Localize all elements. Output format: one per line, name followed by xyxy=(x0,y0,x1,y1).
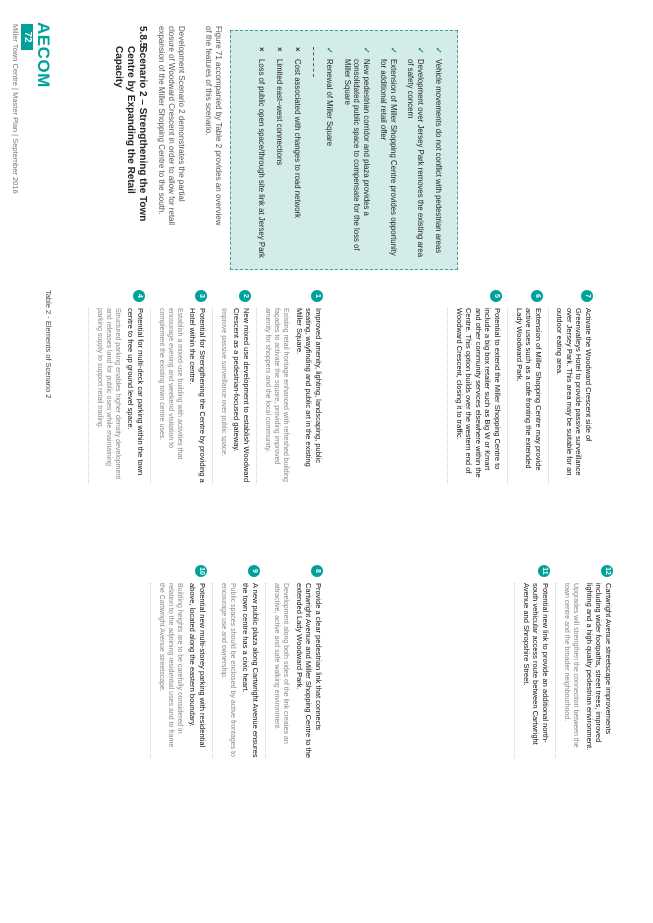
check-icon: ✓ xyxy=(325,47,334,54)
row-divider xyxy=(548,308,549,483)
item-description: Existing retail frontage enhanced with refreshed building façades to activate the square, providing improved amenity for shoppers and the local community. xyxy=(264,308,289,482)
check-icon: ✓ xyxy=(362,47,371,54)
item-number-badge: 5 xyxy=(490,290,502,302)
row-divider xyxy=(265,583,266,758)
item-number-badge: 4 xyxy=(133,290,145,302)
row-divider xyxy=(150,308,151,483)
item-heading: New mixed use development to establish Woodward Crescent as a pedestrian-focused gateway. xyxy=(232,308,251,483)
aecom-logo: AECOM xyxy=(34,22,53,88)
row-divider xyxy=(256,308,257,483)
item-number-badge: 8 xyxy=(311,565,323,577)
row-divider xyxy=(212,583,213,758)
item-heading: Extension of Miller Shopping Centre may provide active uses such as a cafe fronting the extended Lady Woodward Park. xyxy=(515,308,543,471)
item-heading: Provide a clear pedestrian link that connects Cartwright Avenue and Miller Shopping Centre to the extended Lady Woodward Park. xyxy=(295,583,323,758)
item-description: Improve passive surveillance over public space. xyxy=(220,308,227,457)
row-divider xyxy=(514,583,515,758)
row-divider xyxy=(447,308,448,483)
item-number-badge: 12 xyxy=(601,565,613,577)
row-divider xyxy=(555,583,556,758)
item-heading: A new public plaza along Cartwright Avenue ensures the town centre has a civic heart. xyxy=(241,583,260,758)
con-item-text: Limited east–west connections xyxy=(275,59,284,166)
intro-paragraph: Development Scenario 2 demonstrates the partial closure of Woodward Crescent in order to allow for retail expansion of the Miller Shopping Centre to the south. xyxy=(157,26,186,226)
row-divider xyxy=(212,308,213,483)
item-heading: Activate the Woodward Crescent side of Greenvalleys Hotel to provide passive surveillance over Jersey Park. This area may be suitable for an outdoor eating area. xyxy=(555,308,593,476)
check-icon: ✓ xyxy=(389,47,398,54)
section-number: 5.8.5 xyxy=(137,26,148,49)
row-divider xyxy=(150,583,151,758)
callout-divider xyxy=(313,47,314,77)
item-heading: Potential to extend the Miller Shopping Centre to include a big box retailer such as Big W or Kmart and other community services elsewhere within the Centre. This option builds over the western end of Woodward Crescent, closing it to traffic. xyxy=(455,308,502,478)
pro-item-text: Vehicle movements do not conflict with pedestrian areas xyxy=(434,59,443,254)
item-heading: Potential for Strengthening the Centre by providing a Hotel within the centre. xyxy=(188,308,207,483)
pro-item-text: Renewal of Miller Square xyxy=(325,59,334,147)
item-heading: Potential new link to provide an additional north-south vehicular access route between Cartwright Avenue and Shropshire Street. xyxy=(522,583,550,745)
item-number-badge: 6 xyxy=(531,290,543,302)
con-item-text: Loss of public open space/through site link at Jersey Park xyxy=(257,59,266,258)
page-number: 72 xyxy=(21,24,33,50)
item-number-badge: 3 xyxy=(195,290,207,302)
item-number-badge: 11 xyxy=(538,565,550,577)
item-description: Structured parking enables higher density development and releases land for public uses while maintaining parking supply to support retail trading. xyxy=(96,308,121,480)
item-heading: Cartwright Avenue streetscape improvements including wider footpaths, street trees, improved lighting and a high quality pedestrian environment. xyxy=(585,583,613,751)
brand-strip xyxy=(0,0,55,923)
pro-item-text: Development over Jersey Park removes the existing area of safety concern xyxy=(406,59,425,258)
item-number-badge: 2 xyxy=(239,290,251,302)
row-divider xyxy=(88,308,89,483)
item-description: Upgrades will strengthen the connection between the town centre and the broader neighbourhood. xyxy=(563,583,579,748)
figure-reference-paragraph: Figure 71 accompanied by Table 2 provides an overview of the features of this scenario. xyxy=(204,26,223,226)
item-number-badge: 7 xyxy=(581,290,593,302)
item-description: Building heights are to be carefully considered in relation to the adjoining residential uses and to frame the Cartwright Avenue streetscape. xyxy=(158,583,183,748)
check-icon: ✓ xyxy=(416,47,425,54)
check-icon: ✓ xyxy=(434,47,443,54)
pro-item-text: New pedestrian corridor and plaza provides a consolidated public space to compensate for the loss of Miller Square xyxy=(343,59,371,251)
pros-cons-callout xyxy=(230,30,458,270)
item-description: Development along both sides of the link creates an attractive, active and safe walking environment. xyxy=(273,583,289,744)
pro-item-text: Extension of Miller Shopping Centre provides opportunity for additional retail offer xyxy=(379,59,398,256)
con-item-text: Cost associated with changes to road network xyxy=(293,59,302,219)
item-heading: Improved amenity, lighting, landscaping, public seating, wayfinding and public art in the existing Miller Square. xyxy=(295,308,323,467)
item-number-badge: 1 xyxy=(311,290,323,302)
cross-icon: × xyxy=(275,47,284,52)
section-title: Scenario 2 – Strengthening the Town Centre by Expanding the Retail Capacity xyxy=(113,46,148,222)
cross-icon: × xyxy=(257,47,266,52)
item-description: Public spaces should be enclosed by active frontages to encourage use and ownership. xyxy=(220,583,236,757)
item-heading: Potential for multi-deck car parking within the town centre to free up ground level space. xyxy=(126,308,145,476)
row-divider xyxy=(507,308,508,483)
item-heading: Potential new multi-storey parking with residential above, located along the eastern boundary. xyxy=(188,583,207,748)
item-number-badge: 9 xyxy=(248,565,260,577)
footer-text: Miller Town Centre | Master Plan | September 2016 xyxy=(11,24,20,194)
cross-icon: × xyxy=(293,47,302,52)
item-number-badge: 10 xyxy=(195,565,207,577)
item-description: Establish a mixed-use building with activities that encourage evening and weekend visitation to complement the existing town centre uses. xyxy=(158,308,183,460)
table-caption: Table 2 - Elements of Scenario 2 xyxy=(44,290,53,399)
